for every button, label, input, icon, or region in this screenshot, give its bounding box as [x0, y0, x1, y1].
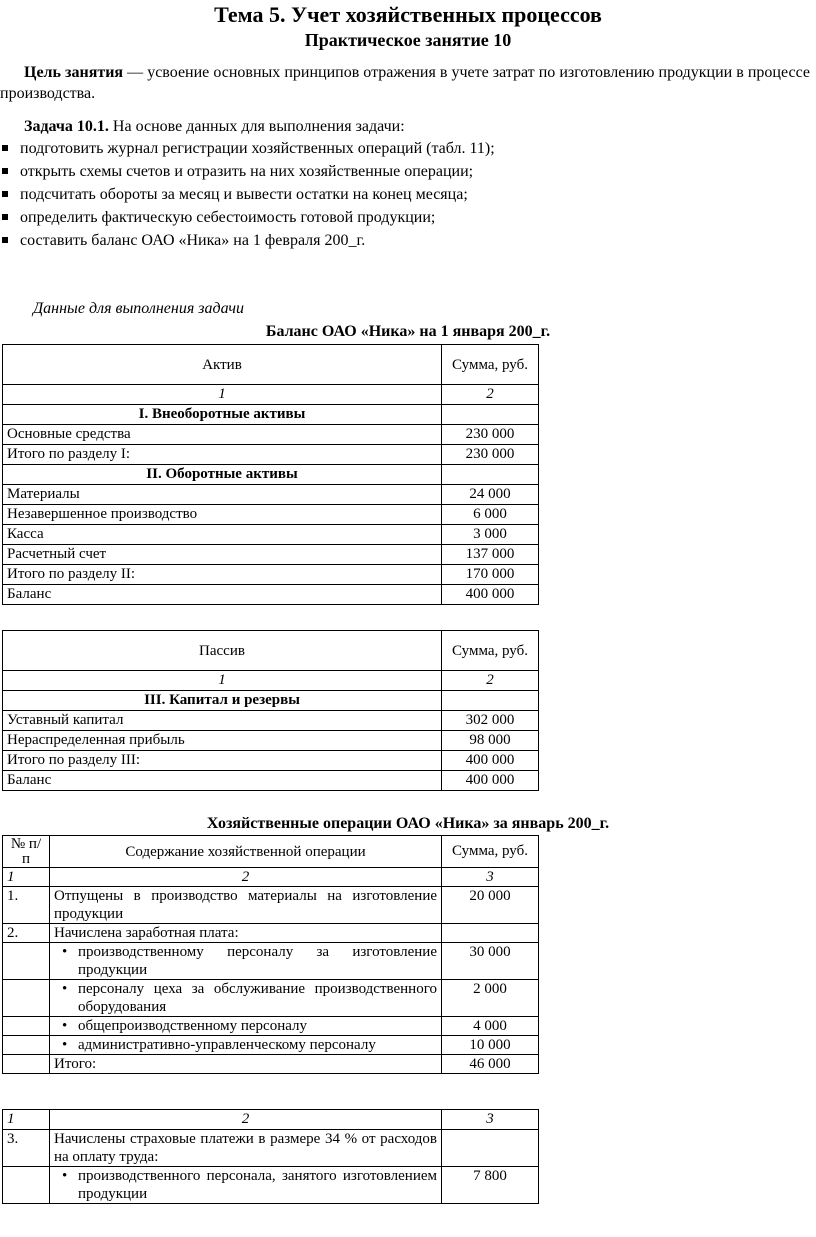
operation-number	[3, 1036, 50, 1055]
operations-table	[2, 835, 539, 1074]
row-value	[442, 405, 539, 425]
column-number-row	[3, 385, 539, 405]
row-value	[442, 465, 539, 485]
operation-description: Начислена заработная плата:	[50, 924, 442, 943]
page-subtitle: Практическое занятие 10	[304, 30, 512, 50]
task-item: определить фактическую себестоимость готовой продукции;	[0, 207, 810, 230]
section-label: II. Оборотные активы	[3, 465, 442, 485]
goal-label: Цель занятия	[24, 64, 124, 81]
row-value: 302 000	[442, 711, 539, 731]
task-text: На основе данных для выполнения задачи:	[108, 118, 405, 135]
operation-number	[3, 943, 50, 980]
table-row	[3, 771, 539, 791]
asset-col-header: Актив	[3, 345, 442, 385]
balance-title: Баланс ОАО «Ника» на 1 января 200_г.	[265, 323, 551, 340]
table-row	[3, 485, 539, 505]
column-number-row	[3, 671, 539, 691]
column-number-row	[3, 1110, 539, 1130]
sum-col-header: Сумма, руб.	[442, 345, 539, 385]
section-label: I. Внеоборотные активы	[3, 405, 442, 425]
operation-subitem: • производственного персонала, занятого изготовлением продукции	[50, 1167, 442, 1204]
task-item: подсчитать обороты за месяц и вывести остатки на конец месяца;	[0, 184, 810, 207]
row-label: Баланс	[3, 585, 442, 605]
goal-paragraph	[0, 62, 810, 104]
table-row	[3, 565, 539, 585]
row-value: 400 000	[442, 751, 539, 771]
col-number: 2	[442, 385, 539, 405]
task-label: Задача 10.1.	[24, 118, 109, 135]
task-heading	[24, 116, 804, 137]
col-number: 1	[3, 385, 442, 405]
operation-row	[3, 980, 539, 1017]
operation-subitem: • общепроизводственному персоналу	[50, 1017, 442, 1036]
operation-subitem: • персоналу цеха за обслуживание производственного оборудования	[50, 980, 442, 1017]
task-item: составить баланс ОАО «Ника» на 1 февраля 200_г.	[0, 230, 810, 253]
table-row	[3, 711, 539, 731]
table-row	[3, 525, 539, 545]
row-label: Расчетный счет	[3, 545, 442, 565]
operation-subitem: • производственному персоналу за изготовление продукции	[50, 943, 442, 980]
page-title: Тема 5. Учет хозяйственных процессов	[214, 2, 602, 27]
col-number: 2	[50, 1110, 442, 1130]
row-value: 3 000	[442, 525, 539, 545]
task-item: открыть схемы счетов и отразить на них хозяйственные операции;	[0, 161, 810, 184]
row-value: 6 000	[442, 505, 539, 525]
operation-number: 3.	[3, 1130, 50, 1167]
task-list	[0, 138, 810, 253]
section-label: III. Капитал и резервы	[3, 691, 442, 711]
column-number-row	[3, 868, 539, 887]
operation-sum: 10 000	[442, 1036, 539, 1055]
operation-sum: 2 000	[442, 980, 539, 1017]
row-value: 137 000	[442, 545, 539, 565]
liability-col-header: Пассив	[3, 631, 442, 671]
row-label: Касса	[3, 525, 442, 545]
operation-row	[3, 887, 539, 924]
row-value: 230 000	[442, 425, 539, 445]
table-row	[3, 751, 539, 771]
operation-number	[3, 1017, 50, 1036]
col-number: 1	[3, 868, 50, 887]
section-row	[3, 465, 539, 485]
operation-sum	[442, 924, 539, 943]
operation-number	[3, 1167, 50, 1204]
row-label: Итого по разделу III:	[3, 751, 442, 771]
operation-sum: 4 000	[442, 1017, 539, 1036]
row-value: 170 000	[442, 565, 539, 585]
table-row	[3, 445, 539, 465]
operation-sum: 20 000	[442, 887, 539, 924]
section-row	[3, 691, 539, 711]
operation-row	[3, 1055, 539, 1074]
operation-number: 1.	[3, 887, 50, 924]
col-number: 3	[442, 1110, 539, 1130]
table-row	[3, 425, 539, 445]
col-number: 1	[3, 1110, 50, 1130]
table-row	[3, 585, 539, 605]
row-value: 98 000	[442, 731, 539, 751]
operation-row	[3, 1036, 539, 1055]
row-label: Итого по разделу II:	[3, 565, 442, 585]
operations-table-continued	[2, 1109, 539, 1204]
operation-sum	[442, 1130, 539, 1167]
goal-text: — усвоение основных принципов отражения в учете затрат по изготовлению продукции в процессе производства.	[0, 64, 810, 102]
row-label: Основные средства	[3, 425, 442, 445]
section-row	[3, 405, 539, 425]
row-value: 400 000	[442, 585, 539, 605]
data-caption: Данные для выполнения задачи	[33, 300, 245, 317]
num-col-header: № п/п	[3, 836, 50, 868]
table-header-row	[3, 836, 539, 868]
sum-col-header: Сумма, руб.	[442, 836, 539, 868]
operation-number	[3, 1055, 50, 1074]
sum-col-header: Сумма, руб.	[442, 631, 539, 671]
operation-subitem: • административно-управленческому персоналу	[50, 1036, 442, 1055]
row-value: 400 000	[442, 771, 539, 791]
operation-sum: 30 000	[442, 943, 539, 980]
asset-table	[2, 344, 539, 605]
operation-row	[3, 1017, 539, 1036]
operation-number	[3, 980, 50, 1017]
operations-title: Хозяйственные операции ОАО «Ника» за январь 200_г.	[206, 815, 610, 832]
operation-row	[3, 924, 539, 943]
task-item: подготовить журнал регистрации хозяйственных операций (табл. 11);	[0, 138, 810, 161]
col-number: 3	[442, 868, 539, 887]
operation-sum: 46 000	[442, 1055, 539, 1074]
desc-col-header: Содержание хозяйственной операции	[50, 836, 442, 868]
row-label: Материалы	[3, 485, 442, 505]
operation-description: Начислены страховые платежи в размере 34 % от расходов на оплату труда:	[50, 1130, 442, 1167]
operation-sum: 7 800	[442, 1167, 539, 1204]
operation-description: Итого:	[50, 1055, 442, 1074]
row-label: Незавершенное производство	[3, 505, 442, 525]
col-number: 1	[3, 671, 442, 691]
row-label: Баланс	[3, 771, 442, 791]
table-row	[3, 545, 539, 565]
table-header-row	[3, 631, 539, 671]
row-value	[442, 691, 539, 711]
liability-table	[2, 630, 539, 791]
table-row	[3, 731, 539, 751]
operation-row	[3, 1130, 539, 1167]
operation-row	[3, 1167, 539, 1204]
row-value: 230 000	[442, 445, 539, 465]
operation-number: 2.	[3, 924, 50, 943]
operation-row	[3, 943, 539, 980]
row-label: Нераспределенная прибыль	[3, 731, 442, 751]
operation-description: Отпущены в производство материалы на изготовление продукции	[50, 887, 442, 924]
row-label: Уставный капитал	[3, 711, 442, 731]
row-value: 24 000	[442, 485, 539, 505]
row-label: Итого по разделу I:	[3, 445, 442, 465]
table-row	[3, 505, 539, 525]
col-number: 2	[50, 868, 442, 887]
table-header-row	[3, 345, 539, 385]
col-number: 2	[442, 671, 539, 691]
